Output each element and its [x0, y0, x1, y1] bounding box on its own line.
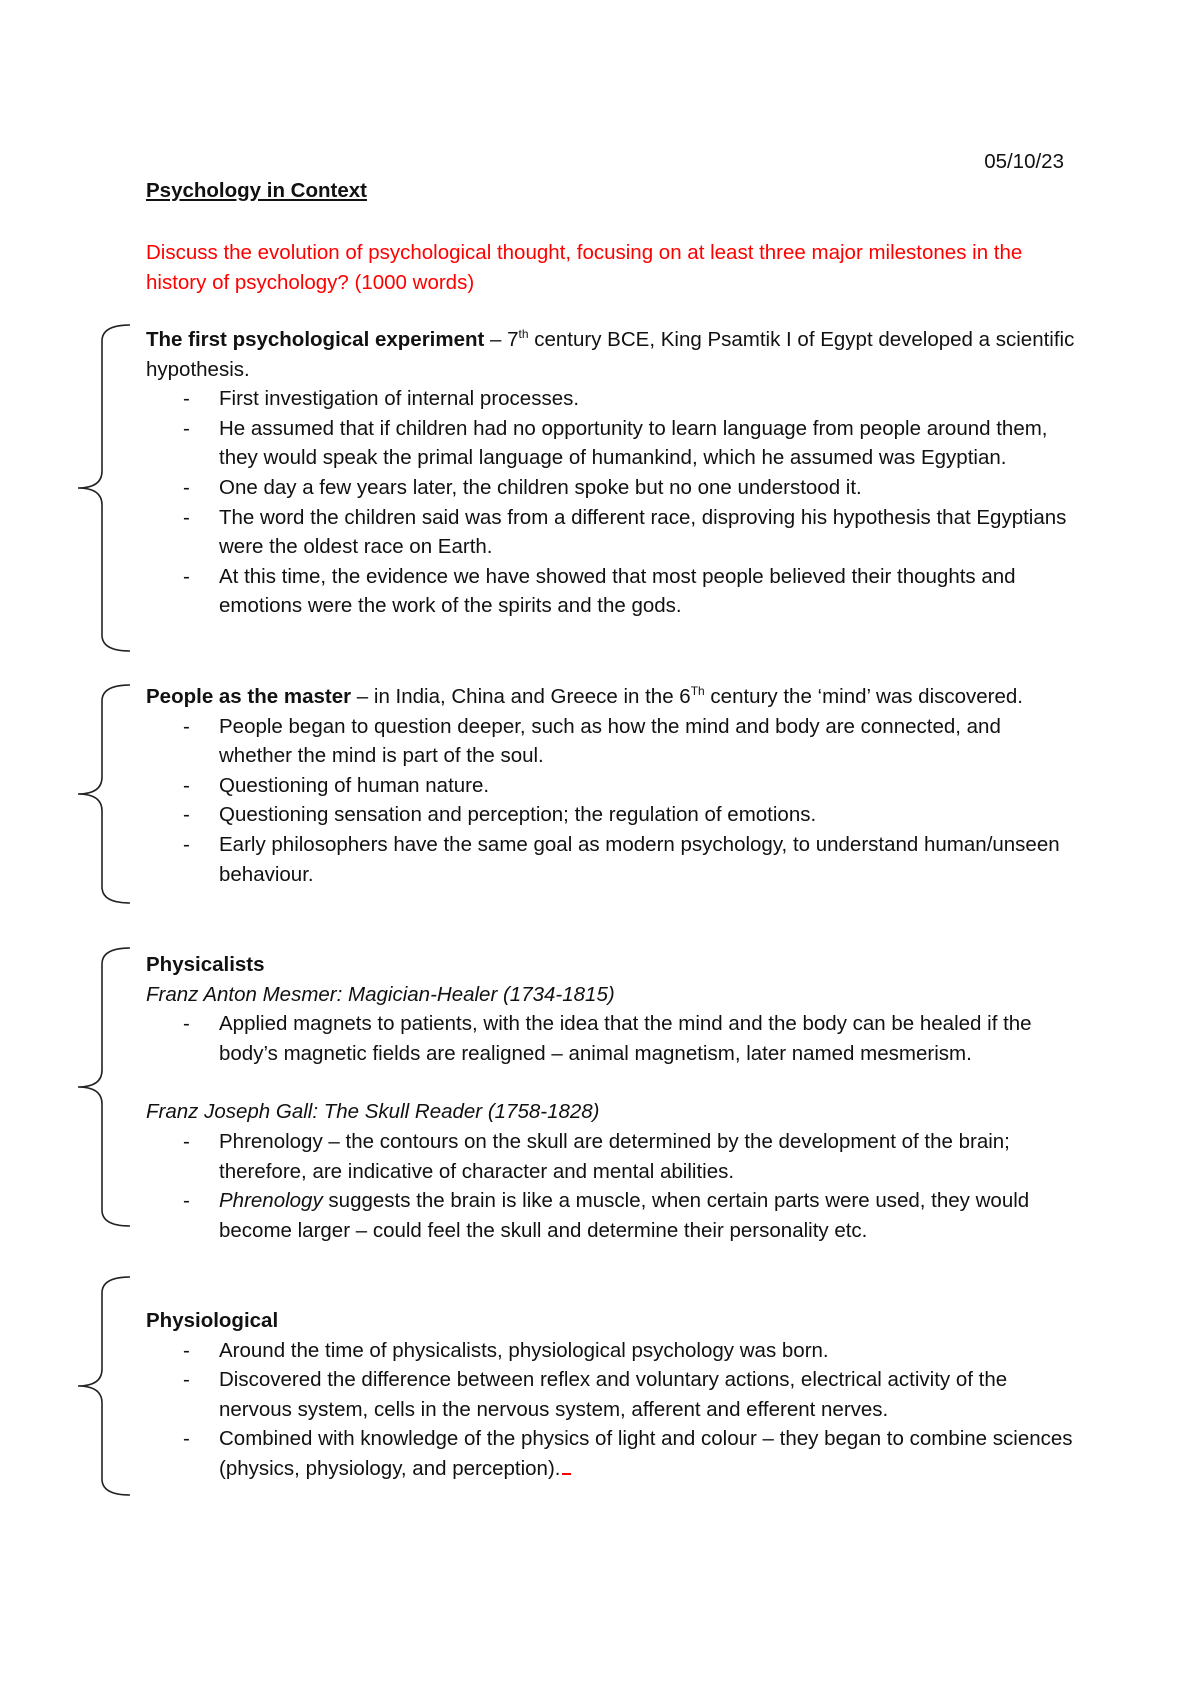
section-heading: Physiological	[146, 1309, 279, 1332]
text-cursor-icon	[562, 1457, 571, 1475]
section-physiological	[146, 1306, 1076, 1484]
superscript: th	[518, 327, 529, 341]
list-item: - One day a few years later, the children spoke but no one understood it.	[219, 473, 1076, 503]
section-intro	[146, 325, 1076, 384]
curly-brace-icon	[60, 946, 135, 1228]
emphasis-term: Phrenology	[219, 1189, 323, 1213]
list-item: - Early philosophers have the same goal as modern psychology, to understand human/unseen behaviour.	[219, 830, 1076, 889]
list-item: - He assumed that if children had no opportunity to learn language from people around them, they would speak the primal language of humankind, which he assumed was Egyptian.	[219, 414, 1076, 473]
bullet-list	[146, 1336, 1076, 1484]
section-physicalists	[146, 950, 1076, 1245]
bullet-list	[146, 1127, 1076, 1245]
section-heading: People as the master	[146, 685, 352, 708]
list-item	[219, 1186, 1076, 1245]
superscript: Th	[690, 684, 705, 698]
section-heading: The first psychological experiment	[146, 328, 485, 351]
subheading-mesmer: Franz Anton Mesmer: Magician-Healer (1734-1815)	[146, 982, 615, 1006]
section-heading: Physicalists	[146, 953, 265, 976]
curly-brace-icon	[60, 1275, 135, 1497]
date: 05/10/23	[984, 150, 1064, 173]
list-item: - People began to question deeper, such as how the mind and body are connected, and whether the mind is part of the soul.	[219, 712, 1076, 771]
section-people-as-master	[146, 682, 1076, 889]
curly-brace-icon	[60, 323, 135, 653]
page-title: Psychology in Context	[146, 179, 367, 202]
list-item-text: Combined with knowledge of the physics of light and colour – they began to combine sciences (physics, physiology, and perception).	[219, 1427, 1073, 1480]
list-item: - Questioning sensation and perception; the regulation of emotions.	[219, 800, 1076, 830]
list-item: - At this time, the evidence we have showed that most people believed their thoughts and emotions were the work of the spirits and the gods.	[219, 562, 1076, 621]
question-prompt: Discuss the evolution of psychological thought, focusing on at least three major milestones in the history of psychology? (1000 words)	[146, 241, 1023, 294]
bullet-list	[146, 1009, 1076, 1068]
list-item: - First investigation of internal processes.	[219, 384, 1076, 414]
bullet-list	[146, 712, 1076, 890]
list-item	[219, 1424, 1076, 1483]
section-first-experiment	[146, 325, 1076, 621]
bullet-list	[146, 384, 1076, 621]
list-item: - Phrenology – the contours on the skull are determined by the development of the brain; therefore, are indicative of character and mental abilities.	[219, 1127, 1076, 1186]
list-item: - Applied magnets to patients, with the idea that the mind and the body can be healed if the body’s magnetic fields are realigned – animal magnetism, later named mesmerism.	[219, 1009, 1076, 1068]
section-intro	[146, 682, 1076, 712]
list-item-text: suggests the brain is like a muscle, when certain parts were used, they would become larger – could feel the skull and determine their personality etc.	[219, 1189, 1030, 1242]
intro-text: century the ‘mind’ was discovered.	[704, 685, 1024, 708]
list-item: - Discovered the difference between reflex and voluntary actions, electrical activity of the nervous system, cells in the nervous system, afferent and efferent nerves.	[219, 1365, 1076, 1424]
intro-text: – in India, China and Greece in the 6	[351, 685, 691, 708]
intro-text: – 7	[484, 328, 519, 351]
curly-brace-icon	[60, 683, 135, 905]
list-item: - Questioning of human nature.	[219, 771, 1076, 801]
subheading-gall: Franz Joseph Gall: The Skull Reader (1758-1828)	[146, 1100, 600, 1124]
list-item: - The word the children said was from a different race, disproving his hypothesis that Egyptians were the oldest race on Earth.	[219, 503, 1076, 562]
list-item: - Around the time of physicalists, physiological psychology was born.	[219, 1336, 1076, 1366]
intro-text: century BCE, King Psamtik I of Egypt developed a scientific hypothesis.	[146, 328, 1075, 381]
